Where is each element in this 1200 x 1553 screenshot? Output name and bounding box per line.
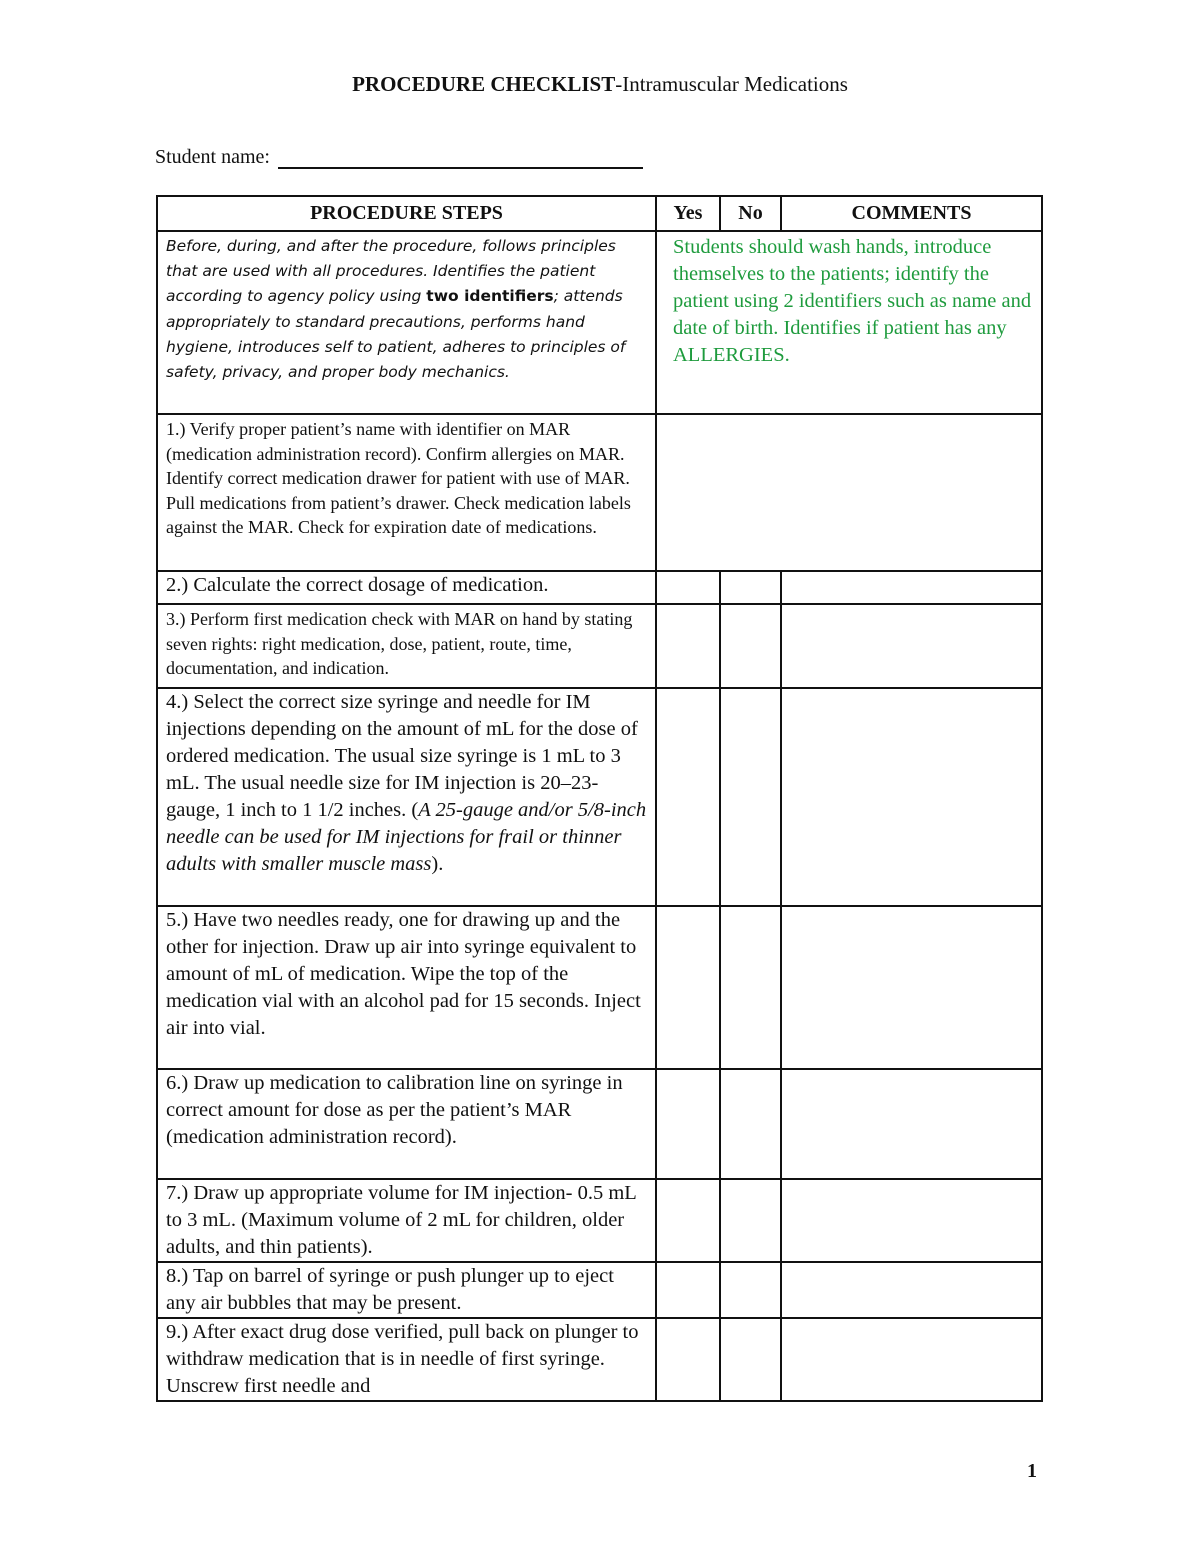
table-row xyxy=(157,571,1042,604)
yes-cell[interactable] xyxy=(656,571,720,604)
intro-step: Before, during, and after the procedure, follows principles that are used with all procedures. Identifies the patient according to agency policy using two identifiers; attends appropriately to standard precautions, performs hand hygiene, introduces self to patient, adheres to principles of safety, privacy, and proper body mechanics. xyxy=(157,231,656,414)
comment-cell[interactable] xyxy=(781,604,1042,688)
step-3: 3.) Perform first medication check with MAR on hand by stating seven rights: right medication, dose, patient, route, time, documentation, and indication. xyxy=(157,604,656,688)
step-6: 6.) Draw up medication to calibration line on syringe in correct amount for dose as per the patient’s MAR (medication administration record). xyxy=(157,1069,656,1179)
yes-cell[interactable] xyxy=(656,688,720,906)
yes-cell[interactable] xyxy=(656,1262,720,1318)
title-rest: -Intramuscular Medications xyxy=(615,72,848,96)
table-row xyxy=(157,1262,1042,1318)
table-row xyxy=(157,604,1042,688)
yes-cell[interactable] xyxy=(656,1318,720,1401)
yes-cell[interactable] xyxy=(656,604,720,688)
no-cell[interactable] xyxy=(720,1179,781,1262)
step-4-italic-note: A 25-gauge and/or 5/8-inch needle can be used for IM injections for frail or thinner adults with smaller muscle mass xyxy=(166,799,647,875)
no-cell[interactable] xyxy=(720,1318,781,1401)
title-bold: PROCEDURE CHECKLIST xyxy=(352,72,616,96)
comment-cell[interactable] xyxy=(781,906,1042,1069)
table-row xyxy=(157,231,1042,414)
comment-cell[interactable] xyxy=(781,571,1042,604)
comment-cell[interactable] xyxy=(781,1262,1042,1318)
yes-cell[interactable] xyxy=(656,1179,720,1262)
intro-comment: Students should wash hands, introduce themselves to the patients; identify the patient using 2 identifiers such as name and date of birth. Identifies if patient has any ALLERGIES. xyxy=(656,231,1042,414)
step-8: 8.) Tap on barrel of syringe or push plunger up to eject any air bubbles that may be present. xyxy=(157,1262,656,1318)
step-1: 1.) Verify proper patient’s name with identifier on MAR (medication administration record). Confirm allergies on MAR. Identify correct medication drawer for patient with use of MAR. Pull medications from patient’s drawer. Check medication labels against the MAR. Check for expiration date of medications. xyxy=(157,414,656,571)
no-cell[interactable] xyxy=(720,688,781,906)
no-cell[interactable] xyxy=(720,604,781,688)
comment-cell[interactable] xyxy=(781,1069,1042,1179)
table-row xyxy=(157,688,1042,906)
student-name-line[interactable] xyxy=(278,145,643,169)
no-cell[interactable] xyxy=(720,1069,781,1179)
step-1-check-area[interactable] xyxy=(656,414,1042,571)
header-no: No xyxy=(720,196,781,231)
step-2: 2.) Calculate the correct dosage of medication. xyxy=(157,571,656,604)
yes-cell[interactable] xyxy=(656,1069,720,1179)
table-row xyxy=(157,1179,1042,1262)
step-7: 7.) Draw up appropriate volume for IM injection- 0.5 mL to 3 mL. (Maximum volume of 2 mL for children, older adults, and thin patients). xyxy=(157,1179,656,1262)
no-cell[interactable] xyxy=(720,1262,781,1318)
checklist-table xyxy=(156,195,1043,1402)
header-yes: Yes xyxy=(656,196,720,231)
yes-cell[interactable] xyxy=(656,906,720,1069)
comment-cell[interactable] xyxy=(781,1318,1042,1401)
two-identifiers: two identifiers xyxy=(426,287,554,306)
header-row xyxy=(157,196,1042,231)
header-steps: PROCEDURE STEPS xyxy=(157,196,656,231)
no-cell[interactable] xyxy=(720,571,781,604)
step-9: 9.) After exact drug dose verified, pull back on plunger to withdraw medication that is in needle of first syringe. Unscrew first needle and xyxy=(157,1318,656,1401)
comment-cell[interactable] xyxy=(781,688,1042,906)
table-row xyxy=(157,1069,1042,1179)
comment-cell[interactable] xyxy=(781,1179,1042,1262)
student-name-field xyxy=(155,145,643,169)
table-row xyxy=(157,1318,1042,1401)
table-row xyxy=(157,414,1042,571)
header-comments: COMMENTS xyxy=(781,196,1042,231)
step-5: 5.) Have two needles ready, one for drawing up and the other for injection. Draw up air into syringe equivalent to amount of mL of medication. Wipe the top of the medication vial with an alcohol pad for 15 seconds. Inject air into vial. xyxy=(157,906,656,1069)
step-4: 4.) Select the correct size syringe and needle for IM injections depending on the amount of mL for the dose of ordered medication. The usual size syringe is 1 mL to 3 mL. The usual needle size for IM injection is 20–23-gauge, 1 inch to 1 1/2 inches. (A 25-gauge and/or 5/8-inch needle can be used for IM injections for frail or thinner adults with smaller muscle mass). xyxy=(157,688,656,906)
no-cell[interactable] xyxy=(720,906,781,1069)
table-row xyxy=(157,906,1042,1069)
page-number: 1 xyxy=(1027,1460,1037,1482)
student-name-label: Student name: xyxy=(155,146,270,168)
page-title xyxy=(0,72,1200,97)
